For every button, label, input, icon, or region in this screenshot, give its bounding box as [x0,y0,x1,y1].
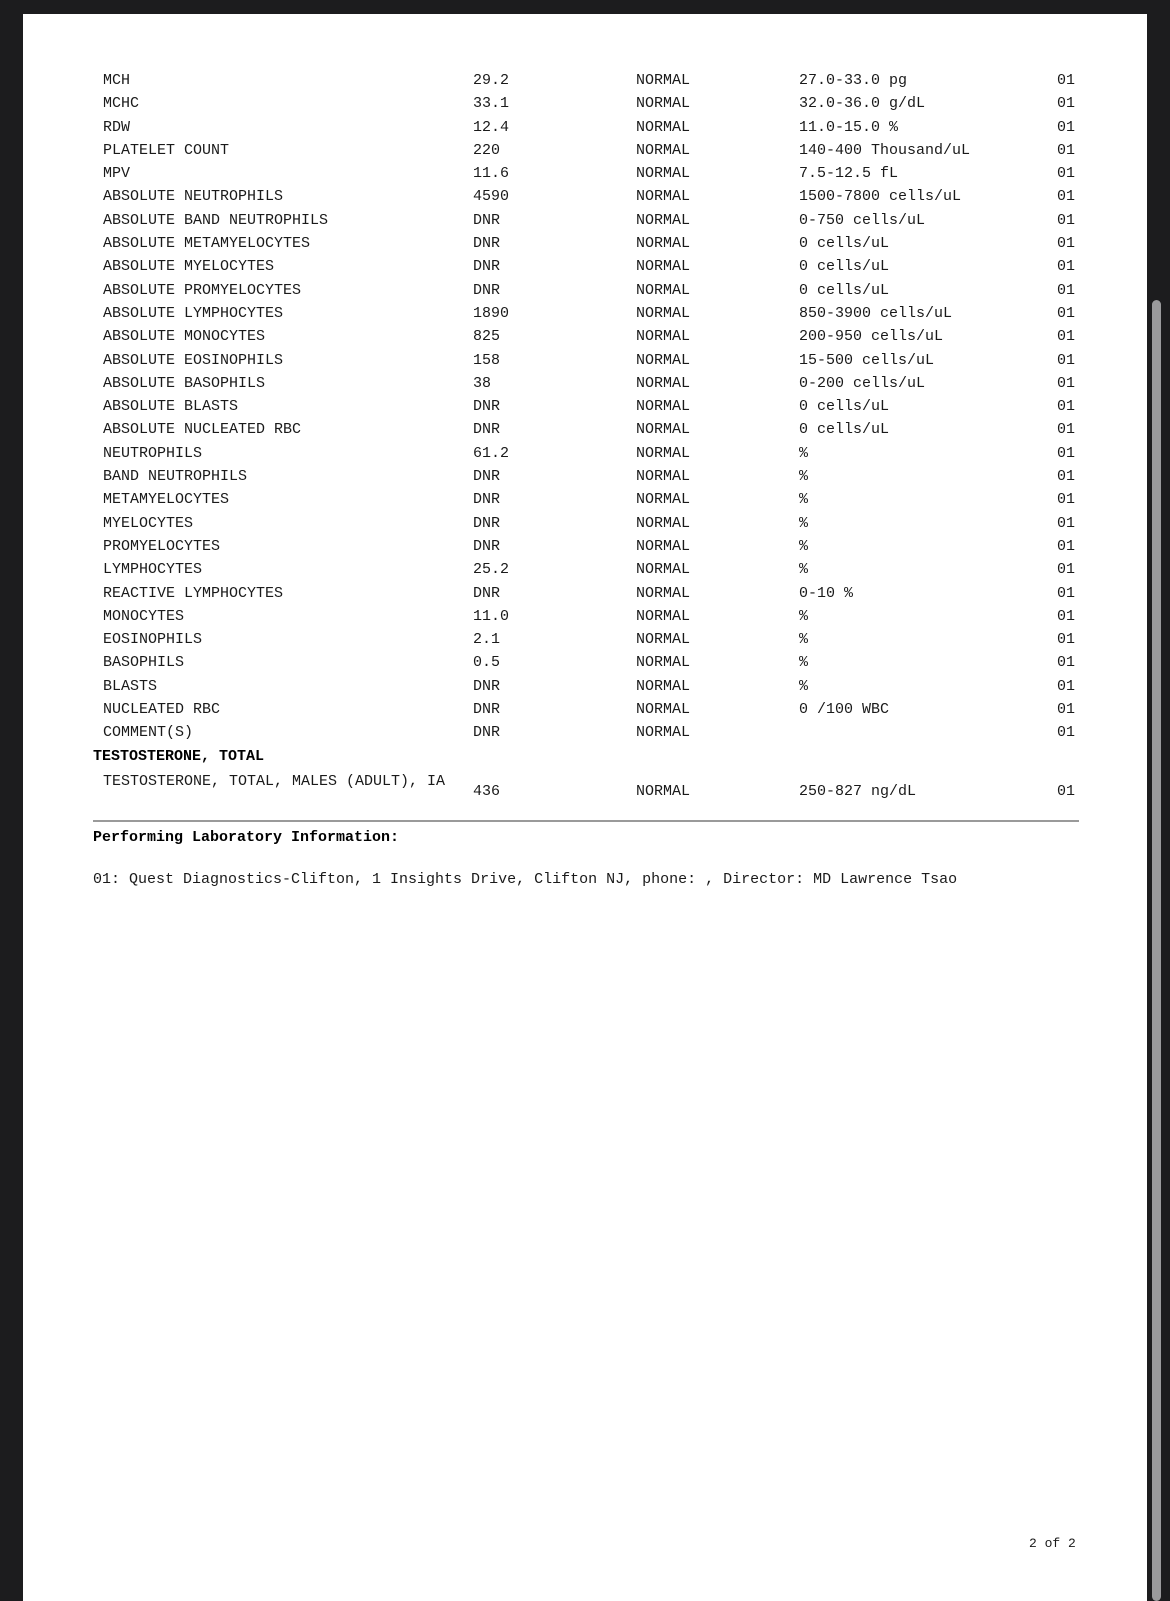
test-name: ABSOLUTE METAMYELOCYTES [103,235,311,253]
test-value: DNR [473,701,501,719]
test-flag: NORMAL [636,235,691,253]
test-value: 436 [473,782,501,800]
table-row [23,651,1147,674]
test-name: MCHC [103,95,140,113]
performing-lab-title: Performing Laboratory Information: [93,829,400,846]
performing-lab-line: 01: Quest Diagnostics-Clifton, 1 Insights Drive, Clifton NJ, phone: , Director: MD Lawrence Tsao [93,871,958,888]
test-value: DNR [473,724,501,742]
lab-code: 01 [1057,631,1076,649]
lab-code: 01 [1057,491,1076,509]
test-flag: NORMAL [636,537,691,555]
test-name: ABSOLUTE PROMYELOCYTES [103,281,302,299]
table-row [23,372,1147,395]
test-flag: NORMAL [636,654,691,672]
reference-range: % [799,468,809,486]
test-value: 12.4 [473,118,510,136]
test-flag: NORMAL [636,188,691,206]
test-name: ABSOLUTE BAND NEUTROPHILS [103,211,329,229]
test-value: DNR [473,235,501,253]
lab-code: 01 [1057,607,1076,625]
test-value: DNR [473,258,501,276]
table-row [23,582,1147,605]
test-name: PLATELET COUNT [103,141,230,159]
test-flag: NORMAL [636,468,691,486]
page-number: 2 of 2 [1029,1536,1076,1551]
reference-range: 0 cells/uL [799,235,890,253]
test-value: DNR [473,211,501,229]
test-name: ABSOLUTE BLASTS [103,398,239,416]
test-value: DNR [473,468,501,486]
table-row [23,721,1147,744]
table-row [23,255,1147,278]
table-row [23,488,1147,511]
reference-range: 1500-7800 cells/uL [799,188,962,206]
test-flag: NORMAL [636,118,691,136]
test-flag: NORMAL [636,491,691,509]
reference-range: 0-750 cells/uL [799,211,926,229]
table-row [23,535,1147,558]
test-name: COMMENT(S) [103,724,194,742]
table-row [23,116,1147,139]
table-row [23,605,1147,628]
test-value: DNR [473,584,501,602]
reference-range: 850-3900 cells/uL [799,304,953,322]
test-flag: NORMAL [636,328,691,346]
reference-range: 140-400 Thousand/uL [799,141,971,159]
reference-range: % [799,677,809,695]
test-value: DNR [473,677,501,695]
test-value: 220 [473,141,501,159]
test-name: ABSOLUTE NUCLEATED RBC [103,421,302,439]
section-heading [23,745,1147,768]
test-value: 825 [473,328,501,346]
test-value: 11.0 [473,607,510,625]
test-flag: NORMAL [636,782,691,800]
lab-code: 01 [1057,444,1076,462]
reference-range: 0 cells/uL [799,258,890,276]
reference-range: % [799,537,809,555]
test-name: ABSOLUTE NEUTROPHILS [103,188,284,206]
test-name: BLASTS [103,677,158,695]
test-value: DNR [473,421,501,439]
test-flag: NORMAL [636,258,691,276]
test-flag: NORMAL [636,724,691,742]
test-name: PROMYELOCYTES [103,537,221,555]
table-row [23,442,1147,465]
test-flag: NORMAL [636,444,691,462]
reference-range: % [799,491,809,509]
table-row [23,139,1147,162]
test-name: METAMYELOCYTES [103,491,230,509]
table-row [23,92,1147,115]
lab-code: 01 [1057,281,1076,299]
test-name: BASOPHILS [103,654,185,672]
reference-range: % [799,561,809,579]
test-name: MYELOCYTES [103,514,194,532]
section-divider [93,820,1079,822]
table-row [23,395,1147,418]
test-name: NEUTROPHILS [103,444,203,462]
test-value: DNR [473,398,501,416]
test-name: ABSOLUTE MYELOCYTES [103,258,275,276]
lab-code: 01 [1057,421,1076,439]
lab-code: 01 [1057,724,1076,742]
test-flag: NORMAL [636,374,691,392]
table-row [23,349,1147,372]
reference-range: 0-10 % [799,584,854,602]
reference-range: 15-500 cells/uL [799,351,935,369]
test-value: DNR [473,514,501,532]
reference-range: % [799,607,809,625]
test-flag: NORMAL [636,584,691,602]
lab-code: 01 [1057,72,1076,89]
test-flag: NORMAL [636,141,691,159]
reference-range: 0-200 cells/uL [799,374,926,392]
lab-code: 01 [1057,537,1076,555]
lab-code: 01 [1057,188,1076,206]
test-flag: NORMAL [636,421,691,439]
reference-range: 27.0-33.0 pg [799,72,908,89]
test-value: 61.2 [473,444,510,462]
lab-code: 01 [1057,561,1076,579]
test-flag: NORMAL [636,701,691,719]
table-row [23,628,1147,651]
lab-code: 01 [1057,235,1076,253]
reference-range: 7.5-12.5 fL [799,165,899,183]
lab-code: 01 [1057,701,1076,719]
test-value: 0.5 [473,654,501,672]
lab-code: 01 [1057,258,1076,276]
reference-range: 11.0-15.0 % [799,118,899,136]
test-name: LYMPHOCYTES [103,561,203,579]
test-value: DNR [473,491,501,509]
reference-range: 0 /100 WBC [799,701,890,719]
test-name: REACTIVE LYMPHOCYTES [103,584,284,602]
lab-code: 01 [1057,118,1076,136]
vertical-scrollbar[interactable] [1152,300,1161,1601]
lab-code: 01 [1057,374,1076,392]
table-row [23,185,1147,208]
test-flag: NORMAL [636,281,691,299]
reference-range: % [799,631,809,649]
lab-code: 01 [1057,304,1076,322]
lab-code: 01 [1057,654,1076,672]
test-flag: NORMAL [636,514,691,532]
test-name: EOSINOPHILS [103,631,203,649]
test-flag: NORMAL [636,95,691,113]
lab-code: 01 [1057,211,1076,229]
table-row [23,418,1147,441]
test-flag: NORMAL [636,165,691,183]
table-row [23,302,1147,325]
test-value: 11.6 [473,165,510,183]
test-value: DNR [473,537,501,555]
reference-range: % [799,514,809,532]
report-page [23,14,1147,1601]
test-name: BAND NEUTROPHILS [103,468,248,486]
reference-range: 0 cells/uL [799,281,890,299]
results-table [23,69,1147,813]
lab-code: 01 [1057,398,1076,416]
test-name: ABSOLUTE BASOPHILS [103,374,266,392]
test-name: NUCLEATED RBC [103,701,221,719]
test-name: MPV [103,165,131,183]
test-flag: NORMAL [636,607,691,625]
lab-code: 01 [1057,328,1076,346]
lab-code: 01 [1057,584,1076,602]
test-value: 38 [473,374,492,392]
reference-range: 250-827 ng/dL [799,782,917,800]
test-value: 25.2 [473,561,510,579]
table-row [23,465,1147,488]
lab-code: 01 [1057,165,1076,183]
test-flag: NORMAL [636,211,691,229]
reference-range: 200-950 cells/uL [799,328,944,346]
test-value: 2.1 [473,631,501,649]
test-flag: NORMAL [636,631,691,649]
reference-range: % [799,654,809,672]
table-row [23,69,1147,92]
test-name: RDW [103,118,131,136]
test-value: 1890 [473,304,510,322]
table-row [23,675,1147,698]
test-name: ABSOLUTE LYMPHOCYTES [103,304,284,322]
table-row [23,768,1147,813]
test-flag: NORMAL [636,398,691,416]
test-name: TESTOSTERONE, TOTAL, MALES (ADULT), IA [103,772,446,790]
table-row [23,279,1147,302]
test-value: DNR [473,281,501,299]
table-row [23,512,1147,535]
test-value: 33.1 [473,95,510,113]
test-name: MONOCYTES [103,607,185,625]
table-row [23,209,1147,232]
reference-range: 0 cells/uL [799,421,890,439]
table-row [23,325,1147,348]
test-flag: NORMAL [636,351,691,369]
test-name: ABSOLUTE MONOCYTES [103,328,266,346]
section-title: TESTOSTERONE, TOTAL [93,747,265,765]
test-flag: NORMAL [636,561,691,579]
reference-range: 32.0-36.0 g/dL [799,95,926,113]
test-value: 29.2 [473,72,510,89]
test-value: 158 [473,351,501,369]
reference-range: % [799,444,809,462]
reference-range: 0 cells/uL [799,398,890,416]
lab-code: 01 [1057,514,1076,532]
table-row [23,558,1147,581]
test-name: ABSOLUTE EOSINOPHILS [103,351,284,369]
table-row [23,162,1147,185]
lab-code: 01 [1057,468,1076,486]
test-flag: NORMAL [636,304,691,322]
lab-code: 01 [1057,141,1076,159]
test-flag: NORMAL [636,72,691,89]
lab-code: 01 [1057,351,1076,369]
test-value: 4590 [473,188,510,206]
table-row [23,232,1147,255]
lab-code: 01 [1057,95,1076,113]
table-row [23,698,1147,721]
lab-code: 01 [1057,677,1076,695]
test-flag: NORMAL [636,677,691,695]
test-name: MCH [103,72,131,89]
lab-code: 01 [1057,782,1076,800]
